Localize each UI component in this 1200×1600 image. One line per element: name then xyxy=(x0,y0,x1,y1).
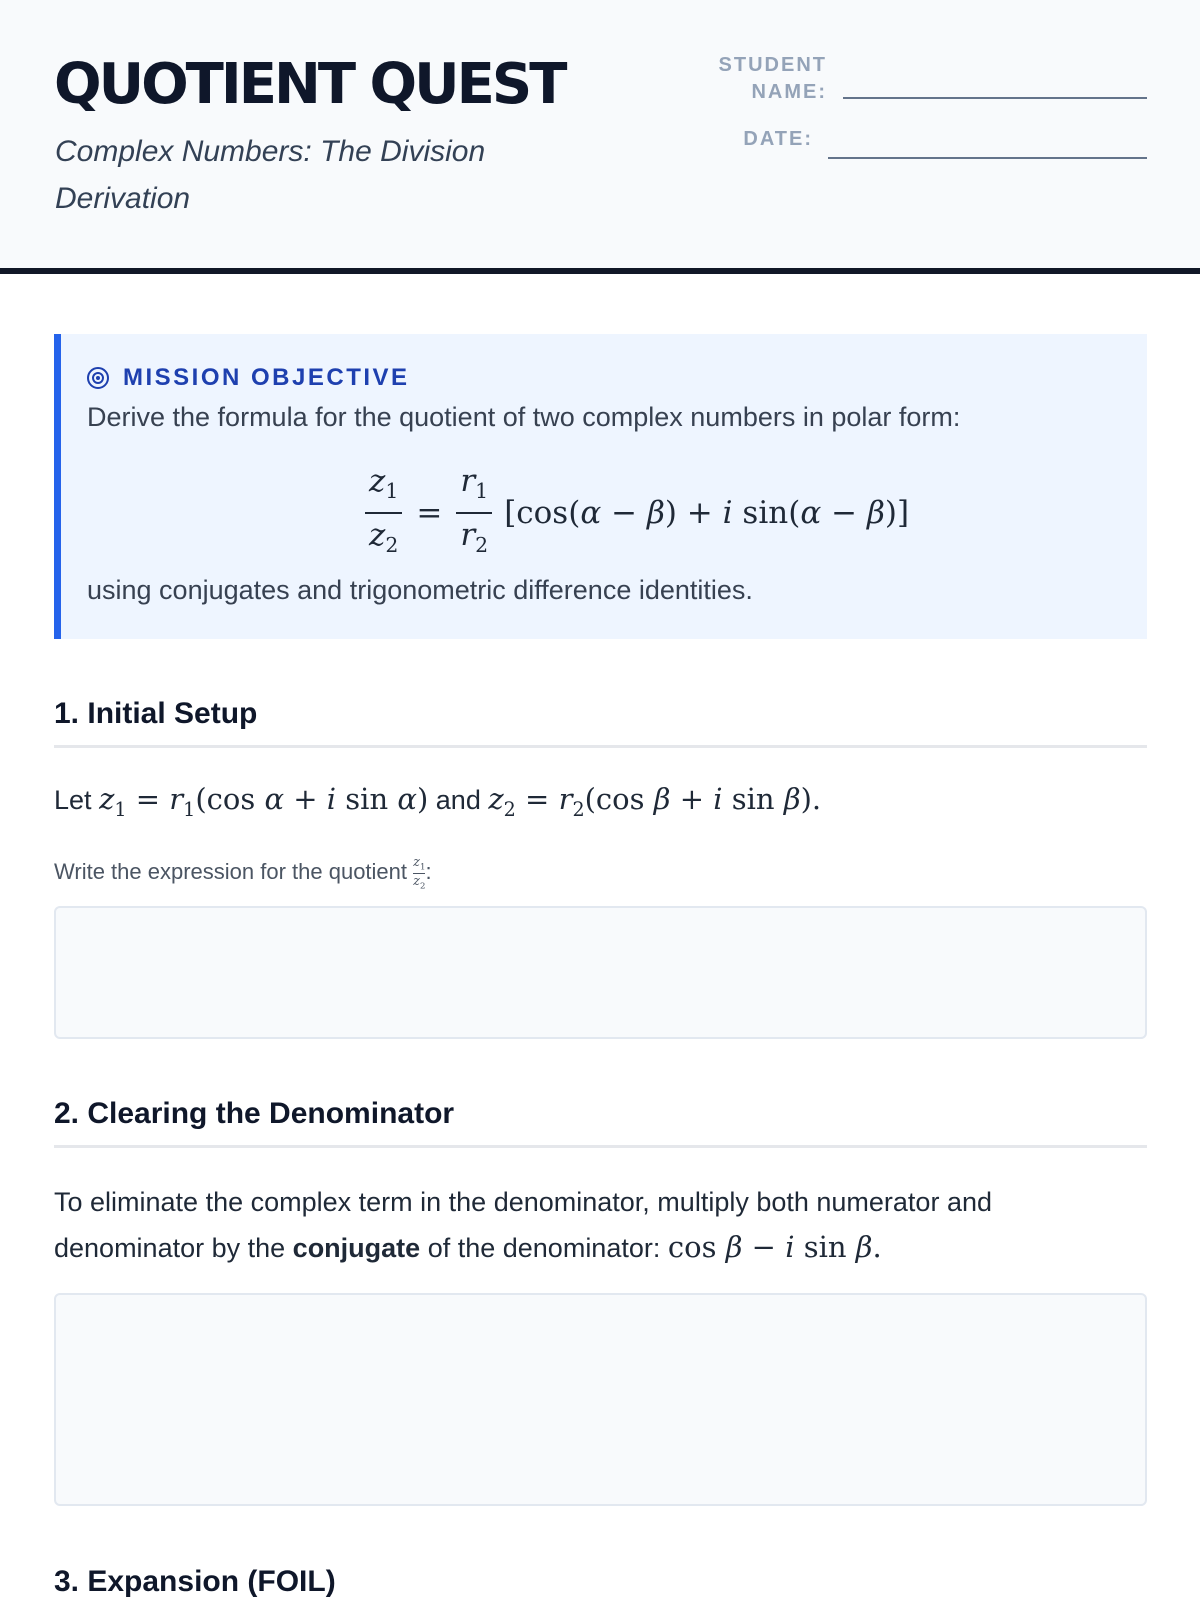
student-name-field[interactable] xyxy=(843,97,1147,99)
date-label: DATE: xyxy=(743,128,813,150)
section-2-divider xyxy=(54,1145,1147,1148)
answer-box-1[interactable] xyxy=(54,906,1147,1039)
section-1-setup: Let $z_1 = r_1(\cos$ α + i sin α) and $z_2 = r_2(\cos$ β + i sin β). xyxy=(54,782,822,821)
section-3-heading: 3. Expansion (FOIL) xyxy=(54,1565,336,1598)
section-2-line-1: To eliminate the complex term in the denominator, multiply both numerator and xyxy=(54,1187,992,1217)
and-word: and xyxy=(435,785,481,815)
mission-intro: Derive the formula for the quotient of two complex numbers in polar form: xyxy=(87,402,961,432)
date-field[interactable] xyxy=(828,157,1147,159)
student-label-line-1: STUDENT xyxy=(718,54,827,76)
section-2-line-2a: denominator by the xyxy=(54,1233,286,1263)
worksheet-header xyxy=(0,0,1200,274)
section-2-text: To eliminate the complex term in the denominator, multiply both numerator and denominator by the conjugate of the denominator: cos β − i sin β. xyxy=(54,1187,992,1264)
answer-box-2[interactable] xyxy=(54,1293,1147,1506)
page-title: QUOTIENT QUEST xyxy=(54,52,565,117)
quotient-formula: $\frac{z_1}{z_2}$ = $\frac{r_1}{r_2}$ [cos(α − β) + i sin(α − β)] xyxy=(357,464,909,562)
page-subtitle: Complex Numbers: The Division Derivation xyxy=(55,135,486,215)
let-word: Let xyxy=(54,785,92,815)
mission-objective-box xyxy=(54,334,1147,639)
section-1-prompt: Write the expression for the quotient $\frac{z_1}{z_2}$ : xyxy=(54,855,432,892)
section-2-heading: 2. Clearing the Denominator xyxy=(54,1097,455,1130)
target-icon xyxy=(87,367,109,389)
section-2-line-2c: of the denominator: xyxy=(427,1233,661,1263)
conjugate-term: conjugate xyxy=(292,1233,421,1263)
student-name-label xyxy=(700,52,827,106)
section-1-heading: 1. Initial Setup xyxy=(54,697,258,730)
prompt-text: Write the expression for the quotient xyxy=(54,858,408,884)
mission-outro: using conjugates and trigonometric difference identities. xyxy=(87,575,753,605)
section-1-divider xyxy=(54,745,1147,748)
mission-heading-text: MISSION OBJECTIVE xyxy=(123,364,410,391)
student-label-line-2: NAME: xyxy=(751,81,827,103)
mission-heading xyxy=(87,364,410,392)
